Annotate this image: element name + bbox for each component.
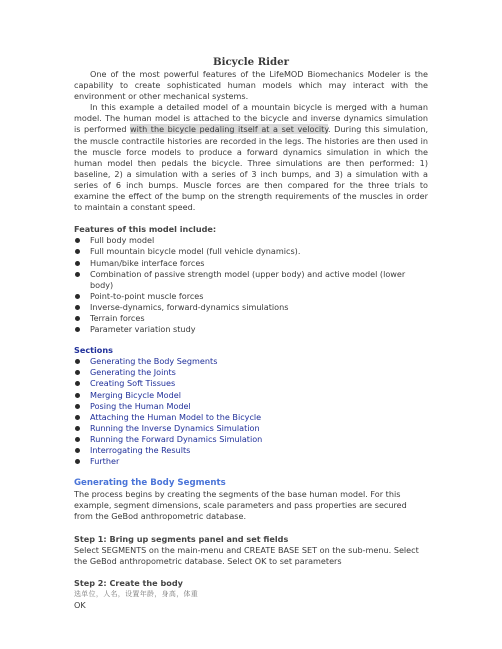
bullet-icon [75, 294, 80, 299]
feature-item: Combination of passive strength model (upper body) and active model (lower body) [74, 269, 428, 291]
bullet-icon [75, 393, 80, 398]
generating-segments-text: The process begins by creating the segments of the base human model. For this example, segment dimensions, scale parameters and pass properties are secured from the GeBod anthropometric database. [74, 489, 407, 522]
bullet-icon [75, 305, 80, 310]
feature-item: Point-to-point muscle forces [74, 291, 428, 302]
sections-list [74, 356, 428, 467]
step-1-heading: Step 1: Bring up segments panel and set fields [74, 533, 289, 544]
feature-item: Full body model [74, 235, 428, 246]
feature-item: Human/bike interface forces [74, 258, 428, 269]
section-link[interactable]: Posing the Human Model [74, 401, 428, 412]
document-page [74, 56, 428, 611]
bullet-icon [75, 249, 80, 254]
step-2-heading: Step 2: Create the body [74, 577, 183, 588]
section-link[interactable]: Running the Forward Dynamics Simulation [74, 434, 428, 445]
bullet-icon [75, 415, 80, 420]
section-link[interactable]: Interrogating the Results [74, 445, 428, 456]
features-heading: Features of this model include: [74, 224, 217, 235]
feature-item: Parameter variation study [74, 324, 428, 335]
bullet-icon [75, 261, 80, 266]
section-link[interactable]: Attaching the Human Model to the Bicycle [74, 412, 428, 423]
bullet-icon [75, 272, 80, 277]
bullet-icon [75, 327, 80, 332]
bullet-icon [75, 437, 80, 442]
intro-paragraph-1: One of the most powerful features of the LifeMOD Biomechanics Modeler is the capability to create sophisticated human models which may interact with the environment or other mechanical systems. [74, 69, 428, 102]
sections-heading: Sections [74, 345, 113, 356]
section-link[interactable]: Generating the Body Segments [74, 356, 428, 367]
feature-item: Terrain forces [74, 313, 428, 324]
feature-item: Full mountain bicycle model (full vehicle dynamics). [74, 246, 428, 257]
intro-p2-text-after: . During this simulation, the muscle contractile histories are recorded in the legs. The histories are then used in the muscle force models to produce a forward dynamics simulation in which the human model then pedals the bicycle. Three simulations are then performed: 1) baseline, 2) a simulation with a series of 3 inch bumps, and 3) a simulation with a series of 6 inch bumps. Muscle forces are then compared for the three trials to examine the effect of the bump on the strength requirements of the muscles in order to maintain a constant speed. [74, 124, 429, 213]
bullet-icon [75, 459, 80, 464]
page-title: Bicycle Rider [212, 56, 289, 68]
bullet-icon [75, 359, 80, 364]
section-link[interactable]: Merging Bicycle Model [74, 390, 428, 401]
intro-paragraph-2 [74, 102, 428, 213]
section-link[interactable]: Running the Inverse Dynamics Simulation [74, 423, 428, 434]
bullet-icon [75, 404, 80, 409]
features-list [74, 235, 428, 335]
generating-segments-heading: Generating the Body Segments [74, 478, 226, 489]
step-1-text: Select SEGMENTS on the main-menu and CREATE BASE SET on the sub-menu. Select the GeBod anthropometric database. Select OK to set parameters [74, 544, 419, 566]
intro-p2-text-before: In this example a detailed model of a mountain bicycle is merged with a human model. The human model is attached to the bicycle and inverse dynamics simulation is performed [74, 102, 428, 135]
step-2-ok-text: OK [74, 600, 86, 611]
bullet-icon [75, 426, 80, 431]
bullet-icon [75, 448, 80, 453]
step-2-chinese-line: 选单位，人名，设置年龄，身高，体重 [74, 589, 199, 598]
section-link[interactable]: Further [74, 456, 428, 467]
bullet-icon [75, 370, 80, 375]
bullet-icon [75, 238, 80, 243]
bullet-icon [75, 316, 80, 321]
section-link[interactable]: Creating Soft Tissues [74, 378, 428, 389]
bullet-icon [75, 381, 80, 386]
highlighted-text: with the bicycle pedaling itself at a set velocity [130, 124, 328, 135]
section-link[interactable]: Generating the Joints [74, 367, 428, 378]
feature-item: Inverse-dynamics, forward-dynamics simulations [74, 302, 428, 313]
